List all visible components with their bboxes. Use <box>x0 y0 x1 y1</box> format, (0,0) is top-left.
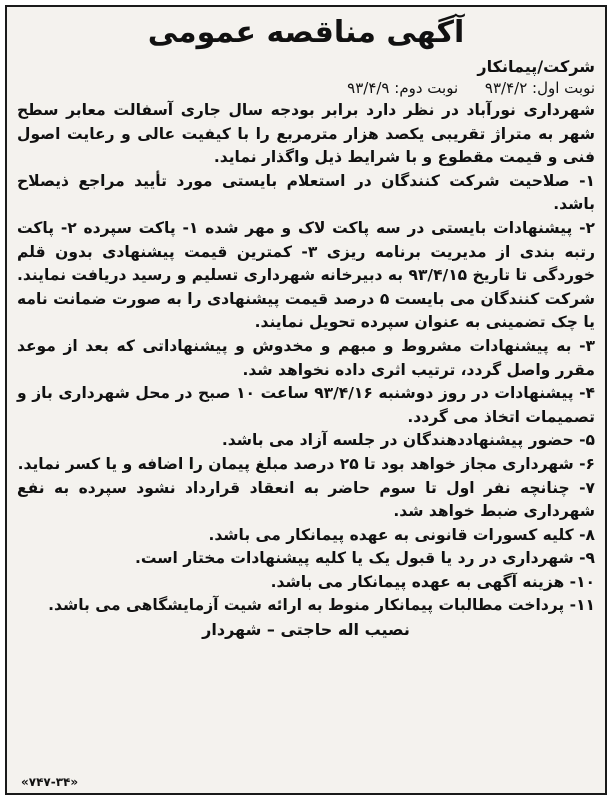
condition-item-11: ۱۱- پرداخت مطالبات پیمانکار منوط به ارائه شیت آزمایشگاهی می باشد. <box>48 596 595 615</box>
condition-item-3: ۳- به پیشنهادات مشروط و مبهم و مخدوش و پیشنهاداتی که بعد از موعد مقرر واصل گردد، ترتیب اثری داده نخواهد شد. <box>17 336 595 379</box>
first-turn: نوبت اول: ۹۳/۴/۲ <box>484 79 595 97</box>
condition-item-2: ۲- پیشنهادات بایستی در سه پاکت لاک و مهر شده ۱- پاکت سپرده ۲- پاکت رتبه بندی از مدیریت برنامه ریزی ۳- کمترین قیمت پیشنهادی بدون قلم خوردگی تا تاریخ ۹۳/۴/۱۵ به دبیرخانه شهرداری تسلیم و رسید دریافت نمایند. شرکت کنندگان می بایست ۵ درصد قیمت پیشنهادی را به صورت ضمانت نامه یا چک تضمینی به عنوان سپرده تحویل نمایند. <box>17 218 595 332</box>
second-turn: نوبت دوم: ۹۳/۴/۹ <box>347 79 459 97</box>
condition-item-8: ۸- کلیه کسورات قانونی به عهده پیمانکار می باشد. <box>208 525 595 544</box>
condition-item-1: ۱- صلاحیت شرکت کنندگان در استعلام بایستی مورد تأیید مراجع ذیصلاح باشد. <box>17 171 595 214</box>
condition-item-6: ۶- شهرداری مجاز خواهد بود تا ۲۵ درصد مبلغ پیمان را اضافه و یا کسر نماید. <box>17 454 595 473</box>
condition-item-7: ۷- چنانچه نفر اول تا سوم حاضر به انعقاد قرارداد نشود سپرده به نفع شهرداری ضبط خواهد شد. <box>17 478 595 521</box>
intro-paragraph: شهرداری نورآباد در نظر دارد برابر بودجه سال جاری آسفالت معابر سطح شهر به متراژ تقریبی یکصد هزار مترمربع را با کیفیت عالی و رعایت اصول فنی و قیمت مقطوع و با شرایط ذیل واگذار نماید. <box>17 101 595 167</box>
company-label: شرکت/پیمانکار <box>477 57 595 76</box>
condition-item-9: ۹- شهرداری در رد یا قبول یک یا کلیه پیشنهادات مختار است. <box>134 549 595 568</box>
notice-frame <box>5 5 607 795</box>
condition-item-4: ۴- پیشنهادات در روز دوشنبه ۹۳/۴/۱۶ ساعت ۱۰ صبح در محل شهرداری باز و تصمیمات اتخاذ می گردد. <box>17 384 595 426</box>
notice-code: «۷۴۷-۳۴» <box>21 775 79 789</box>
publication-turns <box>17 77 595 99</box>
signature: نصیب اله حاجتی – شهردار <box>202 620 410 640</box>
condition-item-10: ۱۰- هزینه آگهی به عهده پیمانکار می باشد. <box>270 572 595 591</box>
condition-item-5: ۵- حضور پیشنهاددهندگان در جلسه آزاد می باشد. <box>221 431 595 450</box>
tender-notice <box>7 7 605 641</box>
notice-title: آگهی مناقصه عمومی <box>147 15 465 50</box>
